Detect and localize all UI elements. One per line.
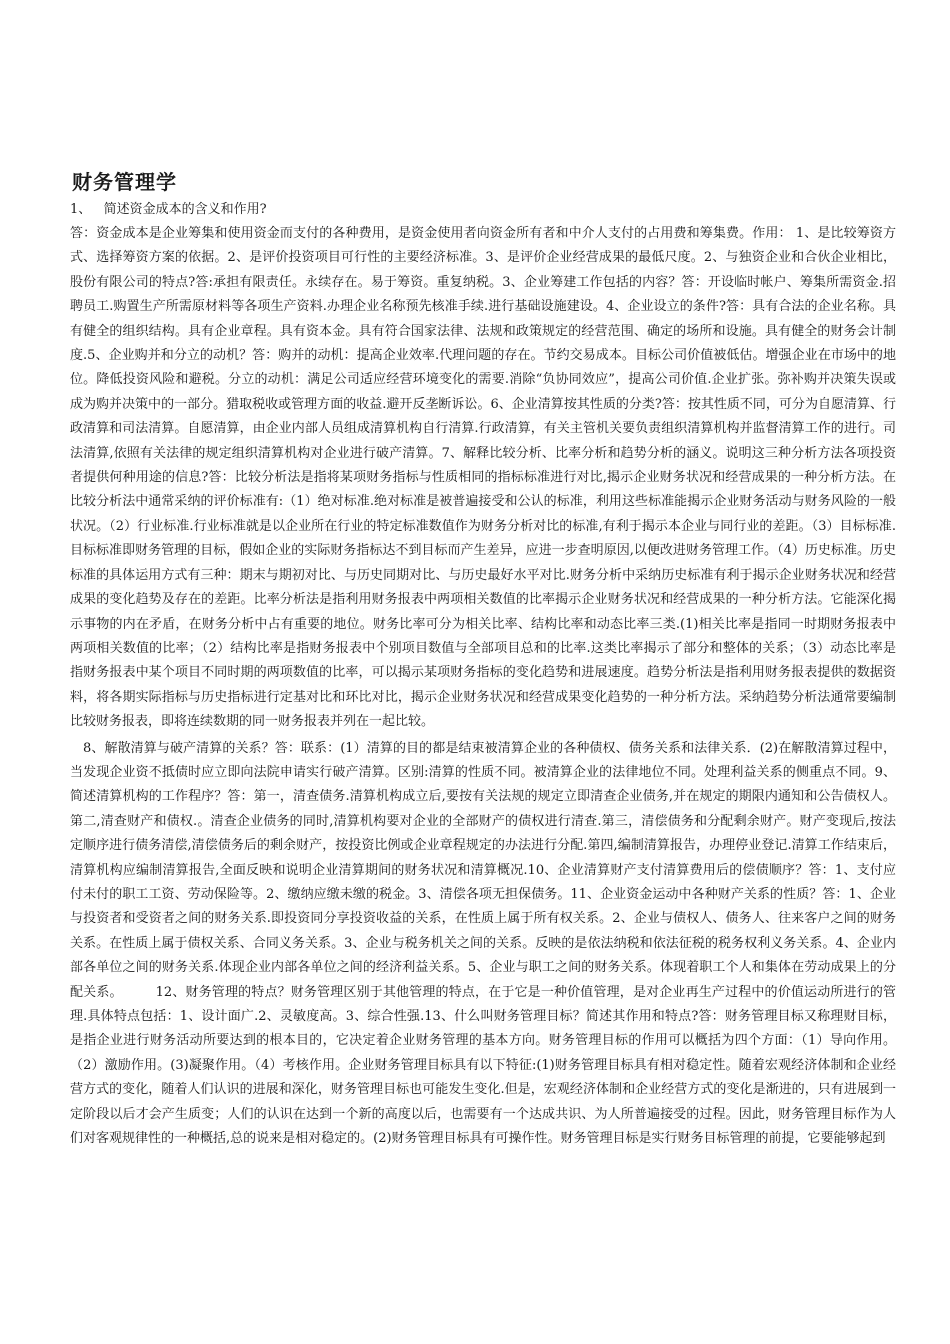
- answer-paragraph-1: 答：资金成本是企业筹集和使用资金而支付的各种费用，是资金使用者向资金所有者和中介人支付的占用费和筹集费。作用： 1、是比较筹资方式、选择筹资方案的依据。2、是评价投资项目可行性的主要经济标准。3、是评价企业经营成果的最低尺度。2、与独资企业和合伙企业相比，股份有限公司的特点?答:承担有限责任。永续存在。易于筹资。重复纳税。3、企业筹建工作包括的内容？答：开设临时帐户、筹集所需资金.招聘员工.购置生产所需原材料等各项生产资料.办理企业名称预先核准手续.进行基础设施建设。4、企业设立的条件?答：具有合法的企业名称。具有健全的组织结构。具有企业章程。具有资本金。具有符合国家法律、法规和政策规定的经营范围、确定的场所和设施。具有健全的财务会计制度.5、企业购并和分立的动机？答：购并的动机：提高企业效率.代理问题的存在。节约交易成本。目标公司价值被低估。增强企业在市场中的地位。降低投资风险和避税。分立的动机：满足公司适应经营环境变化的需要.消除“负协同效应”，提高公司价值.企业扩张。弥补购并决策失误或成为购并决策中的一部分。猎取税收或管理方面的收益.避开反垄断诉讼。6、企业清算按其性质的分类?答：按其性质不同，可分为自愿清算、行政清算和司法清算。自愿清算，由企业内部人员组成清算机构自行清算.行政清算，有关主管机关要负责组织清算机构并监督清算工作的进行。司法清算,依照有关法律的规定组织清算机构对企业进行破产清算。7、解释比较分析、比率分析和趋势分析的涵义。说明这三种分析方法各项投资者提供何种用途的信息?答：比较分析法是指将某项财务指标与性质相同的指标标准进行对比,揭示企业财务状况和经营成果的一种分析方法。在比较分析法中通常采纳的评价标准有:（1）绝对标准.绝对标准是被普遍接受和公认的标准，利用这些标准能揭示企业财务活动与财务风险的一般状况。（2）行业标准.行业标准就是以企业所在行业的特定标准数值作为财务分析对比的标准,有利于揭示本企业与同行业的差距。（3）目标标准.目标标准即财务管理的目标，假如企业的实际财务指标达不到目标而产生差异，应进一步查明原因,以便改进财务管理工作。（4）历史标准。历史标准的具体运用方式有三种：期末与期初对比、与历史同期对比、与历史最好水平对比.财务分析中采纳历史标准有利于揭示企业财务状况和经营成果的变化趋势及存在的差距。比率分析法是指利用财务报表中两项相关数值的比率揭示企业财务状况和经营成果的一种分析方法。它能深化揭示事物的内在矛盾，在财务分析中占有重要的地位。财务比率可分为相关比率、结构比率和动态比率三类.(1)相关比率是指同一时期财务报表中两项相关数值的比率；（2）结构比率是指财务报表中个别项目数值与全部项目总和的比率.这类比率揭示了部分和整体的关系；（3）动态比率是指财务报表中某个项目不同时期的两项数值的比率，可以揭示某项财务指标的变化趋势和进展速度。趋势分析法是指利用财务报表提供的数据资料，将各期实际指标与历史指标进行定基对比和环比对比，揭示企业财务状况和经营成果变化趋势的一种分析方法。采纳趋势分析法通常要编制比较财务报表，即将连续数期的同一财务报表并列在一起比较。: [70, 226, 896, 730]
- question-1-heading: 1、 简述资金成本的含义和作用?: [70, 202, 267, 217]
- document-page: [70, 168, 896, 1151]
- answer-paragraph-2: 8、解散清算与破产清算的关系？答：联系：(1）清算的目的都是结束被清算企业的各种债权、债务关系和法律关系．(2)在解散清算过程中，当发现企业资不抵债时应立即向法院申请实行破产清算。区别:清算的性质不同。被清算企业的法律地位不同。处理利益关系的侧重点不同。9、简述清算机构的工作程序？答：第一，清查债务.清算机构成立后,要按有关法规的规定立即清查企业债务,并在规定的期限内通知和公告债权人。第二,清查财产和债权.。清查企业债务的同时,清算机构要对企业的全部财产的债权进行清查.第三，清偿债务和分配剩余财产。财产变现后,按法定顺序进行债务清偿,清偿债务后的剩余财产，按投资比例或企业章程规定的办法进行分配.第四,编制清算报告，办理停业登记.清算工作结束后，清算机构应编制清算报告,全面反映和说明企业清算期间的财务状况和清算概况.10、企业清算财产支付清算费用后的偿债顺序？答：1、支付应付未付的职工工资、劳动保险等。2、缴纳应缴未缴的税金。3、清偿各项无担保债务。11、企业资金运动中各种财产关系的性质？答：1、企业与投资者和受资者之间的财务关系.即投资同分享投资收益的关系，在性质上属于所有权关系。2、企业与债权人、债务人、往来客户之间的财务关系。在性质上属于债权关系、合同义务关系。3、企业与税务机关之间的关系。反映的是依法纳税和依法征税的税务权利义务关系。4、企业内部各单位之间的财务关系.体现企业内部各单位之间的经济利益关系。5、企业与职工之间的财务关系。体现着职工个人和集体在劳动成果上的分配关系。 12、财务管理的特点？财务管理区别于其他管理的特点，在于它是一种价值管理，是对企业再生产过程中的价值运动所进行的管理.具体特点包括：1、设计面广.2、灵敏度高。3、综合性强.13、什么叫财务管理目标？简述其作用和特点?答：财务管理目标又称理财目标，是指企业进行财务活动所要达到的根本目的，它决定着企业财务管理的基本方向。财务管理目标的作用可以概括为四个方面：（1）导向作用。（2）激励作用。(3)凝聚作用。（4）考核作用。企业财务管理目标具有以下特征:(1)财务管理目标具有相对稳定性。随着宏观经济体制和企业经营方式的变化，随着人们认识的进展和深化，财务管理目标也可能发生变化.但是，宏观经济体制和企业经营方式的变化是渐进的，只有进展到一定阶段以后才会产生质变；人们的认识在达到一个新的高度以后，也需要有一个达成共识、为人所普遍接受的过程。因此，财务管理目标作为人们对客观规律性的一种概括,总的说来是相对稳定的。(2)财务管理目标具有可操作性。财务管理目标是实行财务目标管理的前提，它要能够起到: [70, 740, 896, 1147]
- document-title: 财务管理学: [72, 170, 177, 194]
